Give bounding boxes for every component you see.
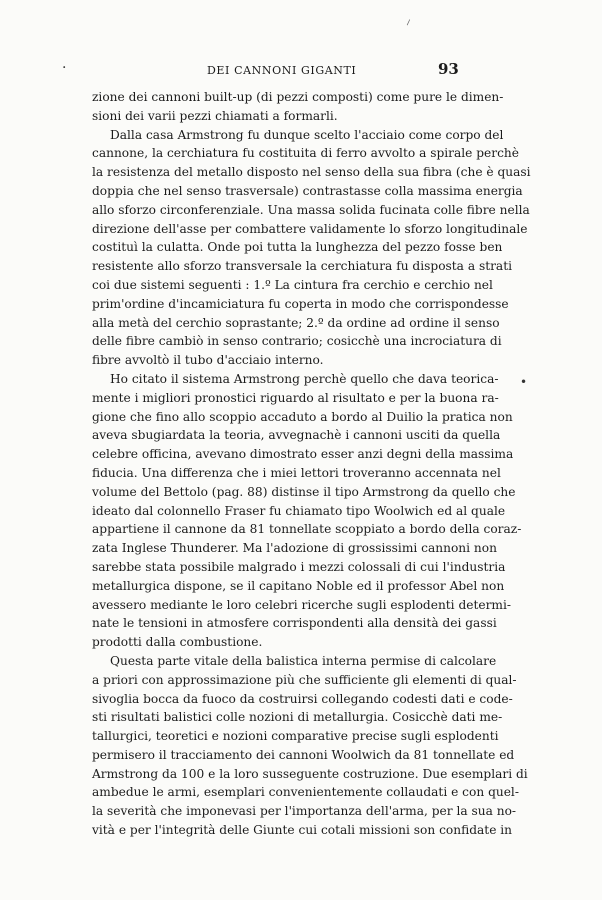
text-line: coi due sistemi seguenti : 1.º La cintura fra cerchio e cerchio nel <box>92 277 493 292</box>
margin-mark: • <box>520 375 528 389</box>
text-line: la severità che imponevasi per l'importanza dell'arma, per la sua no- <box>92 804 517 819</box>
running-head: DEI CANNONI GIGANTI <box>207 64 357 77</box>
page-number: 93 <box>438 60 459 78</box>
text-line: la resistenza del metallo disposto nel senso della sua fibra (che è quasi <box>92 165 531 180</box>
text-line: gione che fino allo scoppio accaduto a bordo al Duilio la pratica non <box>92 409 513 424</box>
text-line: sivoglia bocca da fuoco da costruirsi collegando codesti dati e code- <box>92 691 513 706</box>
text-line: cannone, la cerchiatura fu costituita di ferro avvolto a spirale perchè <box>92 146 519 161</box>
text-line: direzione dell'asse per combattere validamente lo sforzo longitudinale <box>92 221 528 236</box>
text-line: prodotti dalla combustione. <box>92 635 263 650</box>
text-line: aveva sbugiardata la teoria, avvegnachè i cannoni usciti da quella <box>92 428 501 443</box>
text-line: permisero il tracciamento dei cannoni Woolwich da 81 tonnellate ed <box>92 747 515 762</box>
text-line: vità e per l'integrità delle Giunte cui cotali missioni son confidate in <box>92 823 513 838</box>
text-line: nate le tensioni in atmosfere corrispondenti alla densità dei gassi <box>92 616 497 631</box>
body-text <box>92 88 531 840</box>
text-line: resistente allo sforzo transversale la cerchiatura fu disposta a strati <box>92 259 512 274</box>
paragraph <box>92 88 504 126</box>
text-line: allo sforzo circonferenziale. Una massa solida fucinata colle fibre nella <box>92 202 530 217</box>
text-line: celebre officina, avevano dimostrato esser anzi degni della massima <box>92 447 514 462</box>
text-line: zione dei cannoni built-up (di pezzi composti) come pure le dimen- <box>92 90 504 104</box>
text-line: metallurgica dispone, se il capitano Noble ed il professor Abel non <box>92 578 505 593</box>
text-line: ideato dal colonnello Fraser fu chiamato tipo Woolwich ed al quale <box>92 503 506 518</box>
text-line: alla metà del cerchio soprastante; 2.º da ordine ad ordine il senso <box>92 315 500 330</box>
paragraph <box>92 370 522 652</box>
text-line: sarebbe stata possibile malgrado i mezzi colossali di cui l'industria <box>92 559 506 574</box>
text-line: a priori con approssimazione più che sufficiente gli elementi di qual- <box>92 672 517 687</box>
text-line: fibre avvoltò il tubo d'acciaio interno. <box>92 353 324 368</box>
text-line: zata Inglese Thunderer. Ma l'adozione di grossissimi cannoni non <box>92 541 497 556</box>
paragraph <box>92 126 531 370</box>
text-line: sti risultati balistici colle nozioni di metallurgia. Cosicchè dati me- <box>92 710 503 725</box>
text-line: delle fibre cambiò in senso contrario; cosicchè una incrociatura di <box>92 334 502 349</box>
text-line: doppia che nel senso trasversale) contrastasse colla massima energia <box>92 183 523 198</box>
text-line: prim'ordine d'incamiciatura fu coperta in modo che corrispondesse <box>92 296 509 311</box>
text-line: mente i migliori pronostici riguardo al risultato e per la buona ra- <box>92 390 499 405</box>
text-line: volume del Bettolo (pag. 88) distinse il tipo Armstrong da quello che <box>92 484 516 499</box>
text-line: Ho citato il sistema Armstrong perchè quello che dava teorica- <box>110 371 499 386</box>
text-line: Armstrong da 100 e la loro susseguente costruzione. Due esemplari di <box>92 766 528 781</box>
text-line: appartiene il cannone da 81 tonnellate scoppiato a bordo della coraz- <box>92 522 522 537</box>
text-line: tallurgici, teoretici e nozioni comparative precise sugli esplodenti <box>92 729 499 744</box>
header-dot: · <box>62 60 67 76</box>
text-line: avessero mediante le loro celebri ricerche sugli esplodenti determi- <box>92 597 511 612</box>
text-line: Questa parte vitale della balistica interna permise di calcolare <box>110 653 497 668</box>
paragraph <box>92 652 528 840</box>
text-line: sioni dei varii pezzi chiamati a formarli. <box>92 108 338 123</box>
text-line: fiducia. Una differenza che i miei lettori troveranno accennata nel <box>92 465 501 480</box>
text-line: Dalla casa Armstrong fu dunque scelto l'acciaio come corpo del <box>110 127 504 142</box>
text-line: costituì la culatta. Onde poi tutta la lunghezza del pezzo fosse ben <box>92 240 503 255</box>
corner-mark: ⸝ <box>402 12 414 29</box>
text-line: ambedue le armi, esemplari convenientemente collaudati e con quel- <box>92 785 519 800</box>
